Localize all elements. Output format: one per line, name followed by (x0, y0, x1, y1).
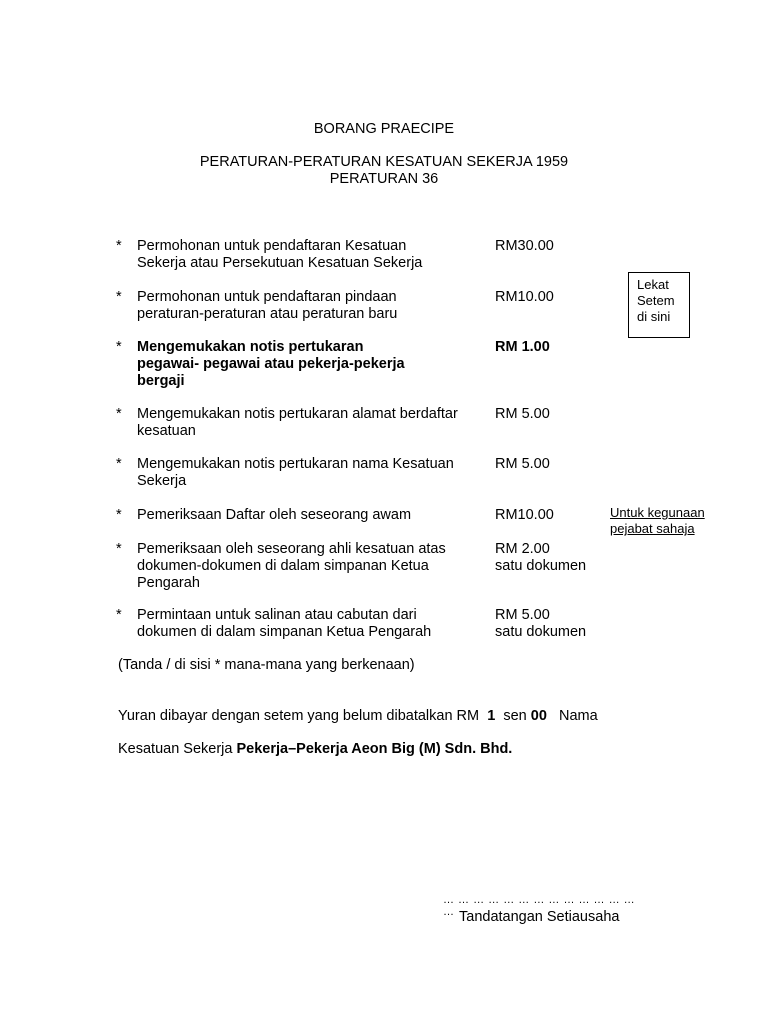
item-description-line: Permintaan untuk salinan atau cabutan dari (137, 607, 417, 623)
signature-label: Tandatangan Setiausaha (459, 909, 620, 925)
item-marker: * (116, 238, 122, 254)
stamp-box-line: di sini (637, 309, 671, 324)
item-description-line: Mengemukakan notis pertukaran nama Kesatuan (137, 456, 454, 472)
item-description-line: dokumen di dalam simpanan Ketua Pengarah (137, 624, 432, 640)
item-marker: * (116, 507, 122, 523)
item-fee-line: RM10.00 (495, 507, 554, 523)
payment-name-label: Nama (558, 708, 598, 724)
office-use-line-2: pejabat sahaja (610, 521, 695, 536)
item-description-line: dokumen-dokumen di dalam simpanan Ketua (137, 558, 429, 574)
item-description-line: bergaji (137, 373, 185, 389)
instruction-text: (Tanda / di sisi * mana-mana yang berkenaan) (118, 657, 415, 673)
item-fee-line: RM30.00 (495, 238, 554, 254)
item-fee-line: satu dokumen (495, 624, 587, 640)
item-description-line: Pengarah (137, 575, 200, 591)
signature-line: … … … … … … … … … … … … … … (443, 894, 636, 918)
item-description-line: Permohonan untuk pendaftaran pindaan (137, 289, 397, 305)
item-description (137, 507, 487, 524)
item-fee (495, 507, 605, 524)
payment-sen-label: sen (503, 708, 527, 724)
payment-sen-value: 00 (530, 708, 547, 724)
union-label: Kesatuan Sekerja (118, 741, 233, 757)
item-fee (495, 456, 605, 473)
payment-ringgit: 1 (487, 708, 496, 724)
item-description-line: peraturan-peraturan atau peraturan baru (137, 306, 398, 322)
item-description-line: Mengemukakan notis pertukaran (137, 339, 364, 355)
item-fee (495, 289, 605, 306)
item-fee (495, 406, 605, 423)
item-fee-line: RM10.00 (495, 289, 554, 305)
item-marker: * (116, 406, 122, 422)
item-description-line: kesatuan (137, 423, 196, 439)
item-description-line: Sekerja atau Persekutuan Kesatuan Sekerja (137, 255, 423, 271)
item-fee (495, 238, 605, 255)
union-name: Pekerja–Pekerja Aeon Big (M) Sdn. Bhd. (236, 741, 513, 757)
office-use-note (610, 505, 740, 537)
item-marker: * (116, 541, 122, 557)
item-description-line: Mengemukakan notis pertukaran alamat berdaftar (137, 406, 458, 422)
item-fee-line: satu dokumen (495, 558, 587, 574)
item-description (137, 541, 487, 592)
item-description (137, 406, 487, 440)
item-description (137, 456, 487, 490)
regulation-number: PERATURAN 36 (329, 171, 439, 187)
stamp-box-line: Setem (637, 293, 675, 308)
item-description (137, 607, 487, 641)
item-fee-line: RM 5.00 (495, 456, 550, 472)
item-marker: * (116, 339, 122, 355)
office-use-line-1: Untuk kegunaan (610, 505, 705, 520)
item-description-line: Pemeriksaan Daftar oleh seseorang awam (137, 507, 412, 523)
item-description-line: Pemeriksaan oleh seseorang ahli kesatuan atas (137, 541, 446, 557)
form-title: BORANG PRAECIPE (313, 121, 455, 137)
item-description-line: pegawai- pegawai atau pekerja-pekerja (137, 356, 405, 372)
item-marker: * (116, 456, 122, 472)
stamp-box (628, 272, 690, 338)
item-fee-line: RM 2.00 (495, 541, 550, 557)
item-marker: * (116, 607, 122, 623)
item-description (137, 289, 487, 323)
item-fee-line: RM 1.00 (495, 339, 550, 355)
payment-line (118, 708, 598, 724)
item-description-line: Sekerja (137, 473, 187, 489)
stamp-box-line: Lekat (637, 277, 669, 292)
item-description (137, 339, 487, 390)
payment-prefix: Yuran dibayar dengan setem yang belum dibatalkan RM (118, 708, 480, 724)
union-line (118, 741, 512, 757)
item-fee (495, 339, 605, 356)
item-fee (495, 541, 605, 575)
item-marker: * (116, 289, 122, 305)
item-fee-line: RM 5.00 (495, 607, 550, 623)
item-description (137, 238, 487, 272)
item-fee-line: RM 5.00 (495, 406, 550, 422)
item-description-line: Permohonan untuk pendaftaran Kesatuan (137, 238, 407, 254)
regulation-title: PERATURAN-PERATURAN KESATUAN SEKERJA 1959 (199, 154, 569, 170)
item-fee (495, 607, 605, 641)
